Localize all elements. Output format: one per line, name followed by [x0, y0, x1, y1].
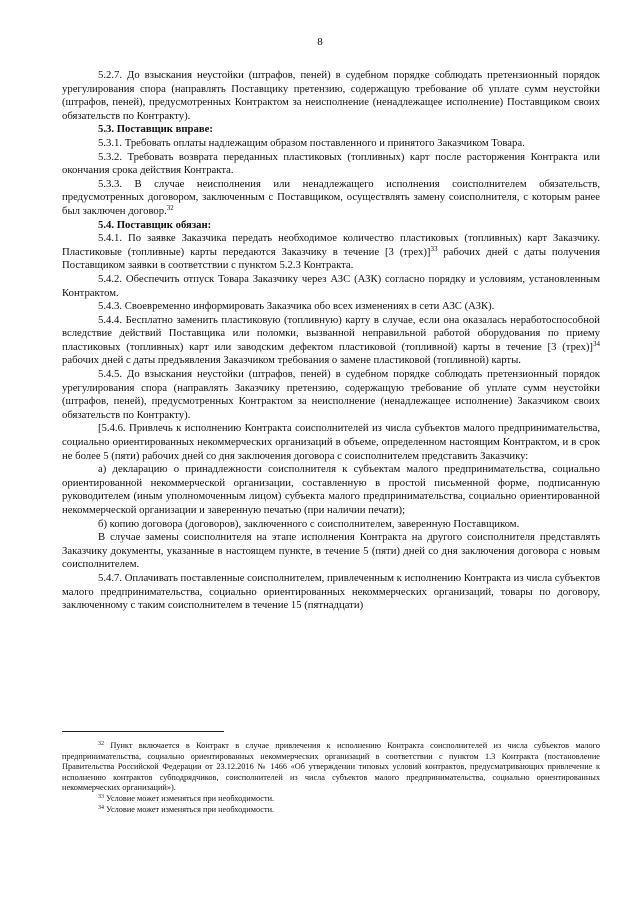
clause-5-4-2: 5.4.2. Обеспечить отпуск Товара Заказчику через АЗС (АЗК) согласно порядку и условиям, установленным Контрактом. [62, 272, 600, 299]
footnote-text: Пункт включается в Контракт в случае привлечения к исполнению Контракта соисполнителей из числа субъектов малого предпринимательства, социально ориентированных некоммерческих организаций в соответствии с пунктом 1.3 Контракта (постановление Правительства Российской Федерации от 23.12.2016 № 1466 «Об утверждении типовых условий контрактов, предусматривающих привлечение к исполнению контрактов субподрядчиков, соисполнителей из числа субъектов малого предпринимательства, социально ориентированных некоммерческих организаций»). [62, 741, 600, 793]
clause-text-continued: рабочих дней с даты получения Поставщиком заявки в соответствии с пунктом 5.2.3 Контракта. [62, 245, 600, 272]
clause-text-continued: рабочих дней с даты предъявления Заказчиком требования о замене пластиковой (топливной) карты. [62, 354, 521, 367]
clause-5-4-5: 5.4.5. До взыскания неустойки (штрафов, пеней) в судебном порядке соблюдать претензионный порядок урегулирования спора (направлять Заказчику претензию, содержащую требование об уплате сумм неустойки (штрафов, пеней), предусмотренных Контрактом за неисполнение (ненадлежащее исполнение) Заказчиком своих обязательств по Контракту). [62, 368, 600, 421]
clause-5-4-3: 5.4.3. Своевременно информировать Заказчика обо всех изменениях в сети АЗС (АЗК). [98, 300, 495, 313]
clause-5-4-6-replacement: В случае замены соисполнителя на этапе исполнения Контракта на другого соисполнителя представлять Заказчику документы, указанные в настоящем пункте, в течение 5 (пяти) дней со дня заключения договора с новым соисполнителем. [62, 531, 600, 571]
footnote-32 [62, 741, 600, 794]
clause-text: 5.4.4. Бесплатно заменить пластиковую (топливную) карту в случае, если она оказалась неработоспособной вследствие действий Поставщика или поломки, вызванной неправильной работой оборудования по приему пластиковых (топливных) карт или заводским дефектом пластиковой (топливной) карты в течение [3 (трех)] [62, 313, 600, 353]
clause-5-2-7: 5.2.7. До взыскания неустойки (штрафов, пеней) в судебном порядке соблюдать претензионный порядок урегулирования спора (направлять Поставщику претензию, содержащую требование об уплате сумм неустойки (штрафов, пеней), предусмотренных Контрактом за неисполнение (ненадлежащее исполнение) Поставщиком своих обязательств по Контракту). [62, 69, 600, 122]
footnote-ref-34[interactable]: 34 [593, 339, 600, 348]
footnotes [62, 741, 600, 815]
clause-5-3-1: 5.3.1. Требовать оплаты надлежащим образом поставленного и принятого Заказчиком Товара. [98, 136, 525, 149]
clause-5-3-2: 5.3.2. Требовать возврата переданных пластиковых (топливных) карт после расторжения Контракта или окончания срока действия Контракта. [62, 150, 600, 177]
clause-5-4-6: [5.4.6. Привлечь к исполнению Контракта соисполнителей из числа субъектов малого предпринимательства, социально ориентированных некоммерческих организаций в объеме, определенном настоящим Контрактом, и в срок не более 5 (пяти) рабочих дней со дня заключения договора с соисполнителем представить Заказчику: [62, 422, 600, 462]
clause-5-4-6-b: б) копию договора (договоров), заключенного с соисполнителем, заверенную Поставщиком. [98, 517, 520, 530]
section-heading-5-4: 5.4. Поставщик обязан: [98, 218, 212, 231]
footnote-mark: 32 [98, 741, 104, 747]
footnote-33 [62, 794, 600, 805]
section-heading-5-3: 5.3. Поставщик вправе: [98, 123, 213, 136]
footnote-ref-33[interactable]: 33 [430, 244, 438, 253]
footnote-34 [62, 805, 600, 816]
clause-5-4-4 [62, 314, 600, 368]
clause-5-3-3 [62, 178, 600, 219]
footnote-separator [62, 731, 224, 732]
clause-text: 5.4.1. По заявке Заказчика передать необходимое количество пластиковых (топливных) карт Заказчику. Пластиковые (топливные) карты передаются Заказчику в течение [3 (трех)] [62, 232, 600, 258]
clause-5-4-1 [62, 232, 600, 273]
footnote-text: Условие может изменяться при необходимости. [104, 804, 275, 814]
page-number: 8 [317, 36, 323, 48]
footnote-ref-32[interactable]: 32 [166, 203, 174, 212]
clause-text: 5.3.3. В случае неисполнения или ненадлежащего исполнения соисполнителем обязательств, предусмотренных договором, заключенным с Поставщиком, осуществлять замену соисполнителя, с которым ранее был заключен договор. [62, 177, 600, 217]
clause-5-4-6-a: а) декларацию о принадлежности соисполнителя к субъектам малого предпринимательства, социально ориентированной некоммерческой организации, составленную в простой письменной форме, подписанную руководителем (иным уполномоченным лицом) субъекта малого предпринимательства, социально ориентированной некоммерческой организации и заверенную печатью (при наличии печати); [62, 463, 600, 516]
footnote-mark: 34 [98, 804, 104, 811]
clause-5-4-7: 5.4.7. Оплачивать поставленные соисполнителем, привлеченным к исполнению Контракта из числа субъектов малого предпринимательства, социально ориентированных некоммерческих организаций, товары по договору, заключенному с таким соисполнителем в течение 15 (пятнадцати) [62, 571, 601, 612]
footnote-text: Условие может изменяться при необходимости. [104, 793, 275, 803]
footnote-mark: 33 [98, 793, 104, 800]
document-body [62, 69, 600, 613]
